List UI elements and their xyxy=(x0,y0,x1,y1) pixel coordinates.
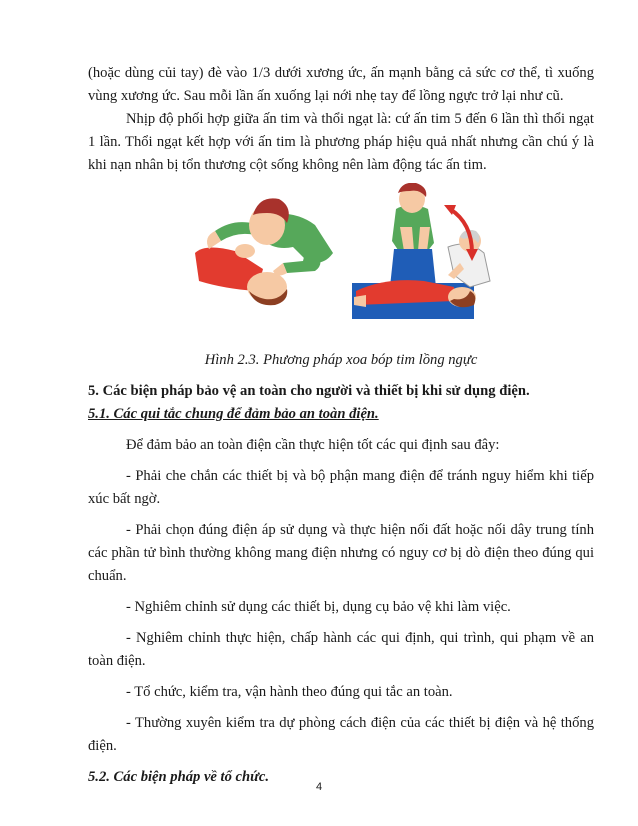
list-item: - Nghiêm chỉnh thực hiện, chấp hành các qui định, qui trình, qui phạm về an toàn điện. xyxy=(88,630,594,669)
page-content xyxy=(88,62,594,789)
list-item: - Nghiêm chỉnh sử dụng các thiết bị, dụng cụ bảo vệ khi làm việc. xyxy=(126,599,511,615)
section-5-heading: 5. Các biện pháp bảo vệ an toàn cho người và thiết bị khi sử dụng điện. xyxy=(88,383,530,399)
section-5-1-heading: 5.1. Các qui tắc chung để đảm bảo an toàn điện. xyxy=(88,406,379,422)
page-number: 4 xyxy=(315,781,323,793)
section-5-2-heading: 5.2. Các biện pháp về tổ chức. xyxy=(88,769,270,785)
rescue-breathing-illustration xyxy=(195,191,345,309)
list-item: - Tổ chức, kiểm tra, vận hành theo đúng qui tắc an toàn. xyxy=(126,684,453,700)
figure-caption: Hình 2.3. Phương pháp xoa bóp tim lồng ngực xyxy=(204,352,478,368)
paragraph-cpr-ratio: Nhịp độ phối hợp giữa ấn tim và thổi ngạt là: cứ ấn tim 5 đến 6 lần thì thổi ngạt 1 lần. Thổi ngạt kết hợp với ấn tim là phương pháp hiệu quả nhất nhưng cần chú ý là khi nạn nhân bị tổn thương cột sống không nên làm động tác ấn tim. xyxy=(88,111,594,173)
list-item: - Phải che chắn các thiết bị và bộ phận mang điện để tránh nguy hiểm khi tiếp xúc bất ngờ. xyxy=(88,468,594,507)
list-item: - Phải chọn đúng điện áp sử dụng và thực hiện nối đất hoặc nối dây trung tính các phần tử bình thường không mang điện nhưng có nguy cơ bị dò điện theo đúng qui chuẩn. xyxy=(88,522,594,584)
paragraph-compression-technique: (hoặc dùng củi tay) đè vào 1/3 dưới xương ức, ấn mạnh bằng cả sức cơ thể, tì xuống vùng xương ức. Sau mỗi lần ấn xuống lại nới nhẹ tay để lồng ngực trở lại như cũ. xyxy=(88,65,594,104)
chest-compression-illustration xyxy=(350,183,500,323)
list-item: - Thường xuyên kiểm tra dự phòng cách điện của các thiết bị điện và hệ thống điện. xyxy=(88,715,594,754)
section-5-1-intro: Để đảm bảo an toàn điện cần thực hiện tốt các qui định sau đây: xyxy=(126,437,500,453)
figure-cpr-illustration xyxy=(88,191,594,339)
